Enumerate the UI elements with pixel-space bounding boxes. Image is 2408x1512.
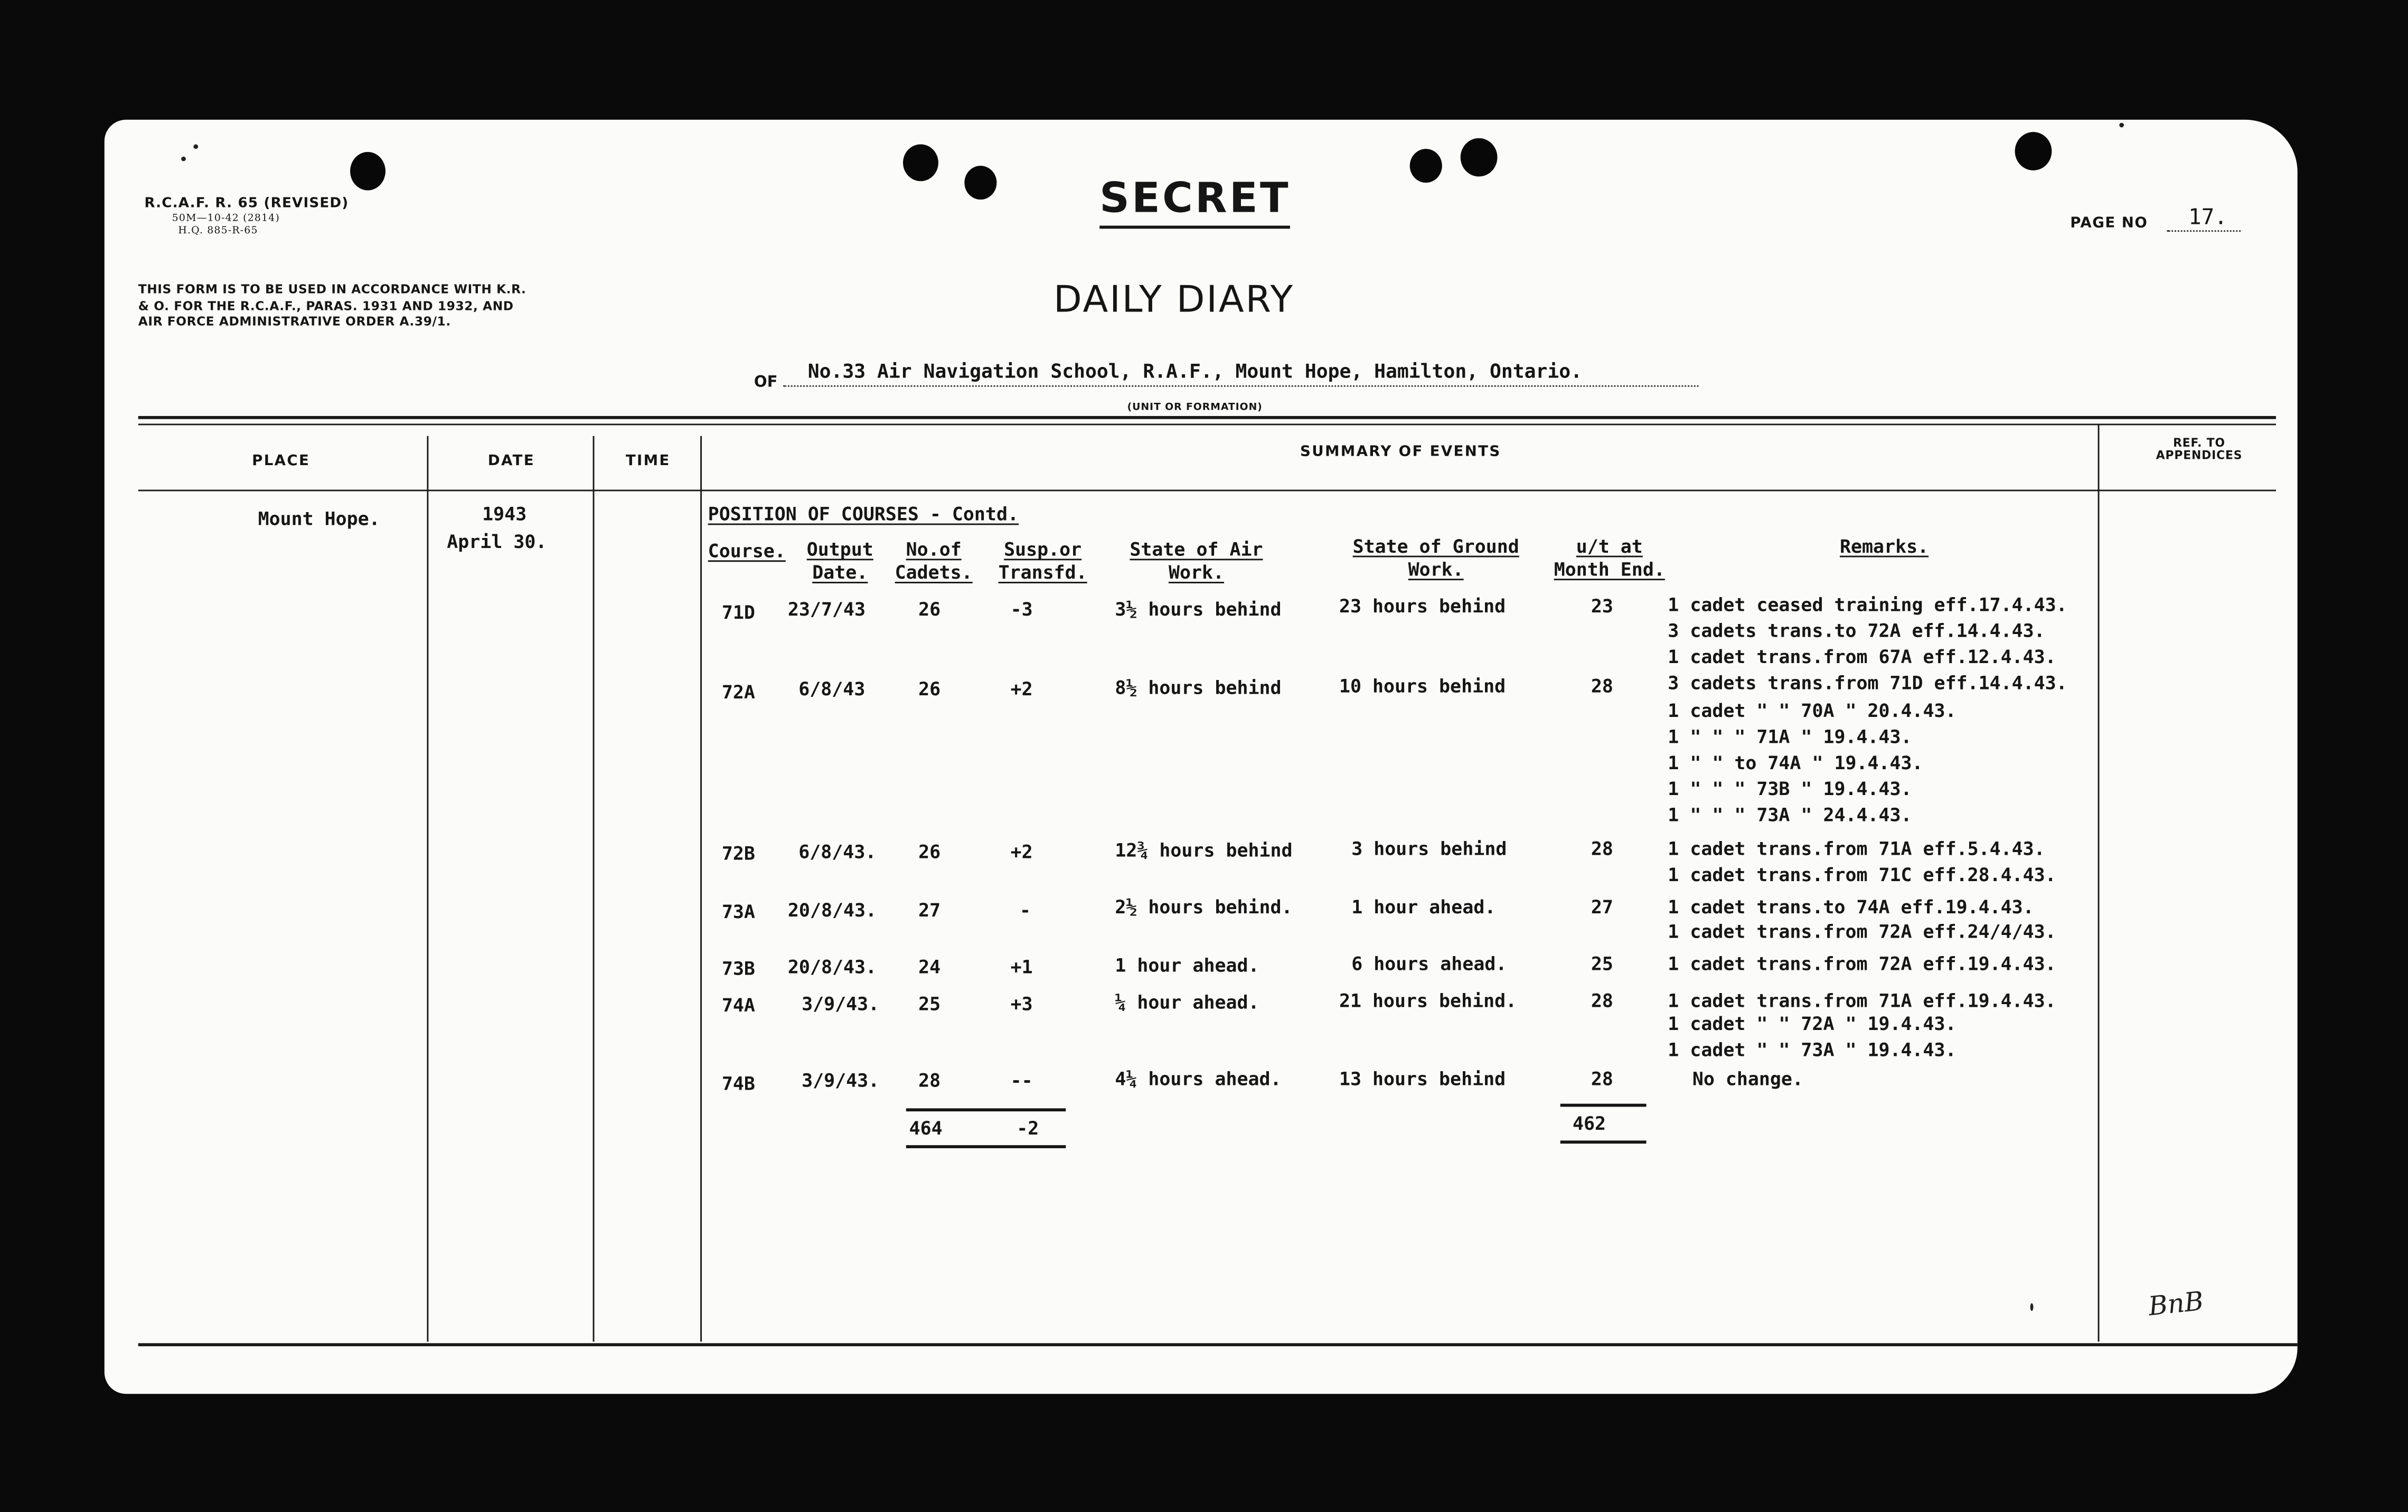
column-header-ref-appendices <box>2101 438 2297 462</box>
top-double-rule <box>138 416 2276 419</box>
header-ground-line2: Work. <box>1408 559 1464 581</box>
total-rule-top <box>1560 1104 1647 1106</box>
remark-line: 1 cadet trans.from 71A eff.5.4.43. <box>1668 838 2045 860</box>
header-susp-line2: Transfd. <box>998 562 1087 583</box>
ut-month-end: 28 <box>1591 838 1613 860</box>
air-work-state: 2½ hours behind. <box>1115 896 1293 918</box>
header-air-line1: State of Air <box>1130 538 1263 561</box>
ref-label-line1: REF. TO <box>2173 436 2225 450</box>
header-output-line1: Output <box>806 538 873 561</box>
header-susp-or-transfd <box>989 539 1097 585</box>
ground-work-state: 1 hour ahead. <box>1351 896 1496 918</box>
air-work-state: ¼ hour ahead. <box>1115 991 1259 1014</box>
cadet-count: 26 <box>918 841 941 863</box>
speck <box>181 157 186 162</box>
susp-transfd: -3 <box>1010 599 1033 620</box>
ut-month-end: 28 <box>1591 990 1613 1012</box>
page-number-value: 17. <box>2167 206 2241 232</box>
ut-month-end: 28 <box>1591 1068 1613 1090</box>
ut-month-end: 28 <box>1591 675 1613 697</box>
total-ut: 462 <box>1572 1113 1606 1135</box>
footer-rule <box>138 1343 2298 1346</box>
header-ut-line1: u/t at <box>1576 535 1643 557</box>
header-air-line2: Work. <box>1168 562 1225 583</box>
remark-line: 3 cadets trans.to 72A eff.14.4.43. <box>1668 620 2045 642</box>
header-no-of-cadets <box>885 539 983 585</box>
column-header-place: PLACE <box>252 452 311 470</box>
column-divider <box>700 436 702 1342</box>
output-date: 6/8/43. <box>798 841 877 863</box>
column-header-summary: SUMMARY OF EVENTS <box>1300 443 1501 461</box>
course-code: 71D <box>721 601 755 623</box>
air-work-state: 8½ hours behind <box>1115 677 1282 699</box>
unit-caption: (UNIT OR FORMATION) <box>1127 400 1263 413</box>
remark-line: 1 " " to 74A " 19.4.43. <box>1668 752 1923 774</box>
speck <box>2030 1303 2034 1311</box>
remark-line: 1 cadet " " 72A " 19.4.43. <box>1668 1013 1956 1035</box>
punch-hole <box>2015 132 2052 171</box>
course-code: 72B <box>721 843 755 865</box>
column-divider <box>2098 424 2100 1342</box>
remark-line: 3 cadets trans.from 71D eff.14.4.43. <box>1668 672 2067 694</box>
total-cadets: 464 <box>909 1117 943 1139</box>
ground-work-state: 3 hours behind <box>1351 838 1507 860</box>
header-output-line2: Date. <box>812 562 868 583</box>
remark-line: 1 cadet " " 70A " 20.4.43. <box>1668 700 1956 722</box>
section-title: POSITION OF COURSES - Contd. <box>708 503 1019 525</box>
page-title: DAILY DIARY <box>1054 278 1295 321</box>
header-remarks: Remarks. <box>1840 535 1929 557</box>
total-rule-top <box>906 1108 1066 1110</box>
diary-form-card <box>105 120 2298 1394</box>
course-code: 74B <box>721 1073 755 1095</box>
susp-transfd: +2 <box>1010 841 1033 863</box>
remark-line: 1 " " " 73B " 19.4.43. <box>1668 778 1912 800</box>
header-ut-at-month-end <box>1545 536 1674 582</box>
output-date: 20/8/43. <box>787 956 877 978</box>
cadet-count: 28 <box>918 1070 941 1092</box>
remark-line: 1 " " " 71A " 19.4.43. <box>1668 726 1912 748</box>
output-date: 20/8/43. <box>787 899 877 921</box>
ut-month-end: 27 <box>1591 896 1613 918</box>
form-instructions: THIS FORM IS TO BE USED IN ACCORDANCE WITH K.R. & O. FOR THE R.C.A.F., PARAS. 1931 AND 1932, AND AIR FORCE ADMINISTRATIVE ORDER A.39/1. <box>138 282 526 329</box>
classification-heading: SECRET <box>1099 175 1291 229</box>
unit-name: No.33 Air Navigation School, R.A.F., Mount Hope, Hamilton, Ontario. <box>783 357 1698 386</box>
handwritten-initials: BnB <box>2147 1287 2205 1323</box>
header-bottom-rule <box>138 490 2276 492</box>
remark-line: 1 cadet " " 73A " 19.4.43. <box>1668 1039 1956 1061</box>
ut-month-end: 25 <box>1591 953 1613 975</box>
page-number-label: PAGE NO <box>2070 215 2148 232</box>
cadet-count: 26 <box>918 599 941 620</box>
susp-transfd: +3 <box>1010 993 1033 1015</box>
course-code: 74A <box>721 995 755 1016</box>
form-id-line2: 50M—10-42 (2814) <box>172 212 280 224</box>
header-state-of-air-work <box>1112 539 1281 585</box>
header-cadets-line1: No.of <box>906 538 962 561</box>
header-state-of-ground-work <box>1333 536 1539 582</box>
remark-line: 1 cadet trans.from 67A eff.12.4.43. <box>1668 646 2056 668</box>
total-rule-bottom <box>1560 1140 1647 1144</box>
course-code: 73B <box>721 958 755 980</box>
total-susp: -2 <box>1017 1117 1039 1139</box>
air-work-state: 4¼ hours ahead. <box>1115 1068 1282 1090</box>
punch-hole <box>1410 149 1442 183</box>
total-rule-bottom <box>906 1145 1066 1148</box>
of-label: OF <box>754 374 778 392</box>
column-divider <box>427 436 428 1342</box>
output-date: 23/7/43 <box>787 599 866 620</box>
cadet-count: 26 <box>918 678 941 700</box>
form-identifier <box>144 196 349 237</box>
remark-line: 1 cadet trans.from 71A eff.19.4.43. <box>1668 990 2056 1012</box>
punch-hole <box>964 166 996 200</box>
remark-line: No change. <box>1692 1068 1803 1090</box>
punch-hole <box>350 152 385 191</box>
remark-line: 1 " " " 73A " 24.4.43. <box>1668 804 1912 826</box>
ground-work-state: 13 hours behind <box>1339 1068 1506 1090</box>
output-date: 6/8/43 <box>798 678 866 700</box>
column-header-date: DATE <box>487 452 535 470</box>
output-date: 3/9/43. <box>802 993 880 1015</box>
header-course: Course. <box>708 540 786 562</box>
ground-work-state: 6 hours ahead. <box>1351 953 1507 975</box>
ut-month-end: 23 <box>1591 596 1613 617</box>
ground-work-state: 21 hours behind. <box>1339 990 1517 1012</box>
air-work-state: 1 hour ahead. <box>1115 955 1259 977</box>
header-cadets-line2: Cadets. <box>895 562 973 583</box>
header-susp-line1: Susp.or <box>1004 538 1082 561</box>
air-work-state: 12¾ hours behind <box>1115 839 1293 862</box>
remark-line: 1 cadet trans.from 71C eff.28.4.43. <box>1668 864 2056 886</box>
form-id-line3: H.Q. 885-R-65 <box>178 224 258 237</box>
cadet-count: 25 <box>918 993 941 1015</box>
susp-transfd: +1 <box>1010 956 1033 978</box>
speck <box>193 144 198 149</box>
remark-line: 1 cadet ceased training eff.17.4.43. <box>1668 594 2067 616</box>
course-code: 73A <box>721 901 755 923</box>
header-output-date <box>793 539 888 585</box>
form-id-line1: R.C.A.F. R. 65 (REVISED) <box>144 196 349 212</box>
column-header-time: TIME <box>625 452 671 470</box>
ref-label-line2: APPENDICES <box>2156 448 2243 462</box>
entry-year: 1943 <box>482 503 527 525</box>
header-ut-line2: Month End. <box>1554 559 1665 581</box>
speck <box>2119 123 2124 128</box>
punch-hole <box>1461 138 1498 177</box>
entry-place: Mount Hope. <box>258 508 380 530</box>
column-divider <box>593 436 595 1342</box>
course-code: 72A <box>721 682 755 703</box>
entry-date: April 30. <box>447 531 547 553</box>
ground-work-state: 10 hours behind <box>1339 675 1506 697</box>
ground-work-state: 23 hours behind <box>1339 596 1506 617</box>
top-double-rule <box>138 424 2276 426</box>
cadet-count: 24 <box>918 956 941 978</box>
remark-line: 1 cadet trans.to 74A eff.19.4.43. <box>1668 896 2034 918</box>
air-work-state: 3½ hours behind <box>1115 599 1282 620</box>
susp-transfd: -- <box>1010 1070 1033 1092</box>
cadet-count: 27 <box>918 899 941 921</box>
punch-hole <box>903 144 938 181</box>
susp-transfd: - <box>1020 899 1031 921</box>
header-ground-line1: State of Ground <box>1352 535 1519 557</box>
output-date: 3/9/43. <box>802 1070 880 1092</box>
susp-transfd: +2 <box>1010 678 1033 700</box>
remark-line: 1 cadet trans.from 72A eff.19.4.43. <box>1668 953 2056 975</box>
remark-line: 1 cadet trans.from 72A eff.24/4/43. <box>1668 921 2056 943</box>
